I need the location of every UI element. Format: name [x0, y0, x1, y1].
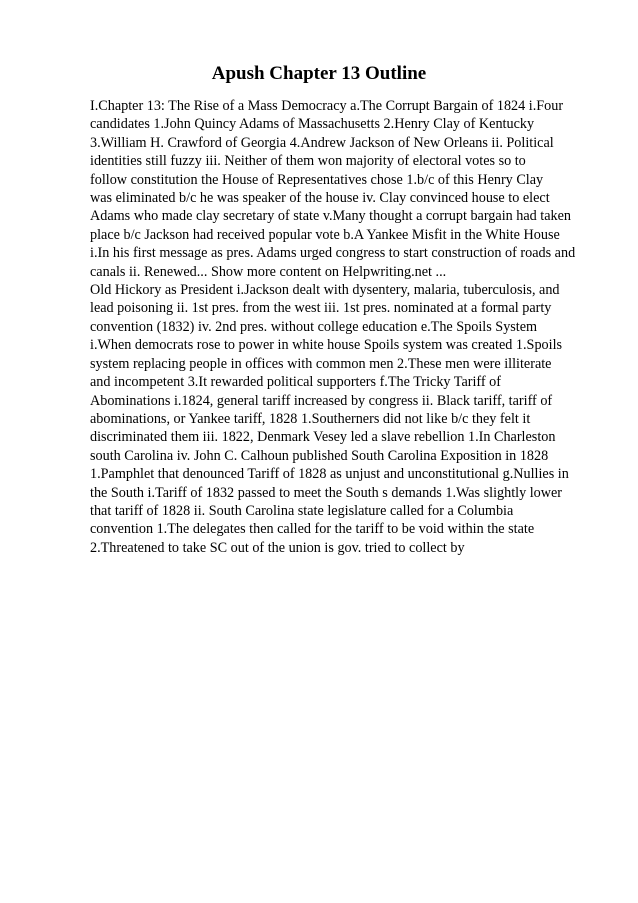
- body-line: follow constitution the House of Representatives chose 1.b/c of this Henry Clay: [90, 171, 544, 188]
- body-line: that tariff of 1828 ii. South Carolina state legislature called for a Columbia: [90, 502, 514, 519]
- body-line: canals ii. Renewed... Show more content on Helpwriting.net ...: [90, 263, 447, 280]
- body-line: place b/c Jackson had received popular vote b.A Yankee Misfit in the White House: [90, 226, 560, 243]
- body-line: discriminated them iii. 1822, Denmark Vesey led a slave rebellion 1.In Charleston: [90, 429, 556, 446]
- body-line: I.Chapter 13: The Rise of a Mass Democracy a.The Corrupt Bargain of 1824 i.Four: [90, 98, 564, 114]
- body-line: and incompetent 3.It rewarded political supporters f.The Tricky Tariff of: [90, 374, 501, 391]
- body-line: Adams who made clay secretary of state v.Many thought a corrupt bargain had taken: [90, 208, 572, 225]
- body-line: candidates 1.John Quincy Adams of Massachusetts 2.Henry Clay of Kentucky: [90, 116, 535, 133]
- body-line: south Carolina iv. John C. Calhoun published South Carolina Exposition in 1828: [90, 447, 549, 464]
- body-line: i.When democrats rose to power in white house Spoils system was created 1.Spoils: [90, 337, 563, 354]
- body-line: was eliminated b/c he was speaker of the house iv. Clay convinced house to elect: [90, 190, 550, 207]
- document-title: Apush Chapter 13 Outline: [211, 63, 427, 84]
- body-line: lead poisoning ii. 1st pres. from the west iii. 1st pres. nominated at a formal party: [90, 300, 552, 317]
- body-line: 1.Pamphlet that denounced Tariff of 1828 as unjust and unconstitutional g.Nullies in: [90, 466, 569, 483]
- body-line: Old Hickory as President i.Jackson dealt with dysentery, malaria, tuberculosis, and: [90, 282, 560, 299]
- body-line: the South i.Tariff of 1832 passed to meet the South s demands 1.Was slightly lower: [90, 484, 563, 501]
- body-line: convention 1.The delegates then called for the tariff to be void within the state: [90, 521, 535, 538]
- body-line: identities still fuzzy iii. Neither of them won majority of electoral votes so to: [90, 153, 526, 170]
- body-line: 2.Threatened to take SC out of the union is gov. tried to collect by: [90, 539, 465, 556]
- body-line: i.In his first message as pres. Adams urged congress to start construction of roads and: [90, 245, 576, 262]
- body-line: convention (1832) iv. 2nd pres. without college education e.The Spoils System: [90, 318, 538, 335]
- document-body: [90, 97, 602, 557]
- body-line: Abominations i.1824, general tariff increased by congress ii. Black tariff, tariff of: [90, 392, 553, 409]
- body-line: system replacing people in offices with common men 2.These men were illiterate: [90, 355, 552, 372]
- body-line: 3.William H. Crawford of Georgia 4.Andrew Jackson of New Orleans ii. Political: [90, 134, 554, 151]
- body-line: abominations, or Yankee tariff, 1828 1.Southerners did not like b/c they felt it: [90, 410, 531, 427]
